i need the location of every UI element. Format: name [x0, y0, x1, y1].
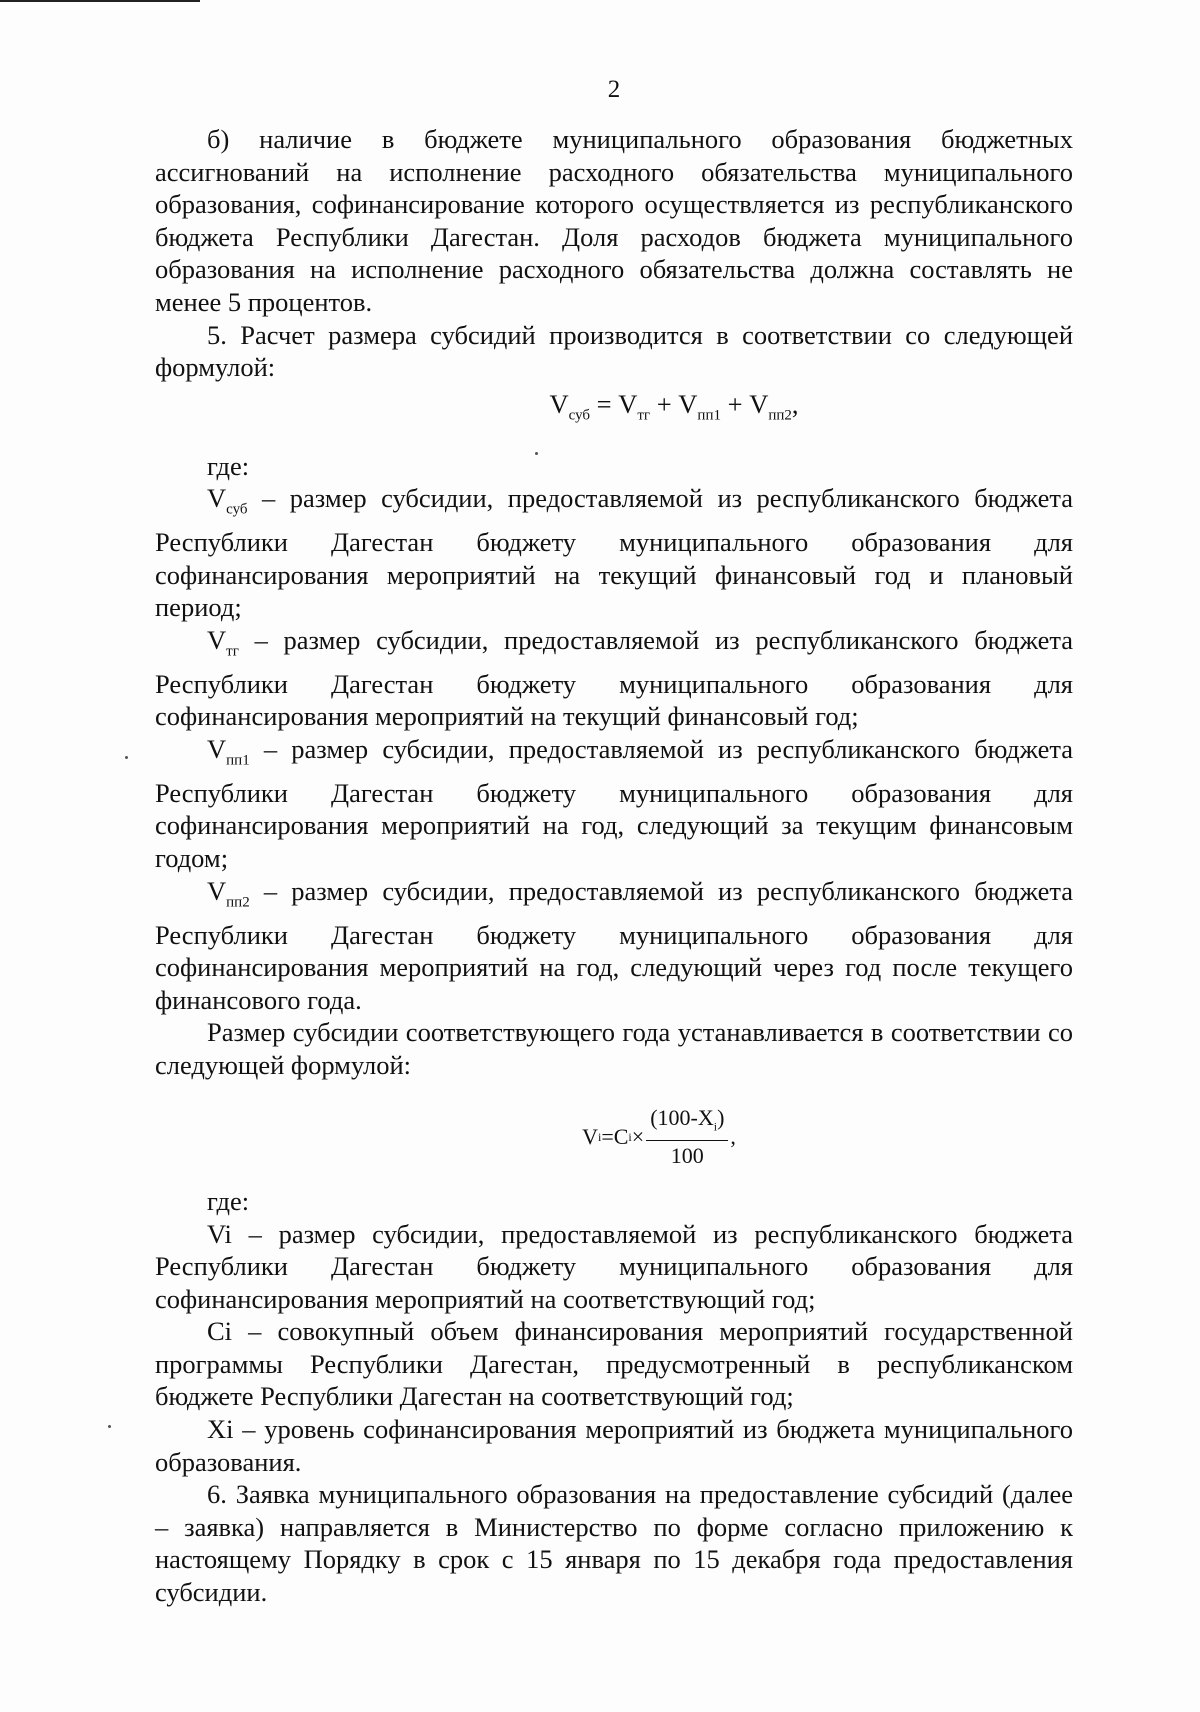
definition-v-pp2: $V_{пп2}$ – размер субсидии, предоставляемой из республиканского бюджета Республики Дагестан бюджету муниципального образования для софинансирования мероприятий на год, следующий через год после текущего финансового года. [155, 875, 1073, 1015]
formula-yearly-subsidy: V i =C i × $\frac{(100-X_i)}{100}$ , [155, 1104, 1073, 1171]
definition-xi: Xi – уровень софинансирования мероприятий из бюджета муниципального образования. [155, 1414, 1073, 1477]
scan-edge-line [0, 0, 200, 6]
definition-v-sub: $V_{суб}$ – размер субсидии, предоставляемой из республиканского бюджета Республики Дагестан бюджету муниципального образования для софинансирования мероприятий на текущий финансовый год и плановый период; [155, 483, 1073, 623]
where-label-1: где: [207, 450, 250, 481]
formula-total-subsidy: $V_{суб} = V_{тг} + V_{пп1} + V_{пп2}$, [549, 388, 799, 424]
fraction: $\frac{(100-X_i)}{100}$ [646, 1104, 728, 1171]
document-body [155, 123, 1073, 1609]
scan-speck [108, 1425, 111, 1428]
definition-v-tg: $V_{тг}$ – размер субсидии, предоставляемой из республиканского бюджета Республики Дагестан бюджету муниципального образования для софинансирования мероприятий на текущий финансовый год; [155, 624, 1073, 732]
where-label-2: где: [207, 1185, 250, 1216]
definition-vi: Vi – размер субсидии, предоставляемой из республиканского бюджета Республики Дагестан бюджету муниципального образования для софинансирования мероприятий на соответствующий год; [155, 1218, 1073, 1314]
page-number: 2 [607, 76, 621, 103]
paragraph-b: б) наличие в бюджете муниципального образования бюджетных ассигнований на исполнение расходного обязательства муниципального образования, софинансирование которого осуществляется из республиканского бюджета Республики Дагестан. Доля расходов бюджета муниципального образования на исполнение расходного обязательства должна составлять не менее 5 процентов. [155, 124, 1073, 317]
definition-ci: Ci – совокупный объем финансирования мероприятий государственной программы Республики Дагестан, предусмотренный в республиканском бюджете Республики Дагестан на соответствующий год; [155, 1316, 1073, 1412]
scan-speck [535, 452, 538, 455]
scan-speck [125, 756, 128, 759]
definition-v-pp1: $V_{пп1}$ – размер субсидии, предоставляемой из республиканского бюджета Республики Дагестан бюджету муниципального образования для софинансирования мероприятий на год, следующий за текущим финансовым годом; [155, 733, 1073, 874]
paragraph-6: 6. Заявка муниципального образования на предоставление субсидий (далее – заявка) направляется в Министерство по форме согласно приложению к настоящему Порядку в срок с 15 января по 15 декабря года предоставления субсидии. [155, 1479, 1073, 1608]
paragraph-year-size: Размер субсидии соответствующего года устанавливается в соответствии со следующей формулой: [155, 1017, 1073, 1080]
paragraph-5: 5. Расчет размера субсидий производится в соответствии со следующей формулой: [155, 319, 1073, 383]
